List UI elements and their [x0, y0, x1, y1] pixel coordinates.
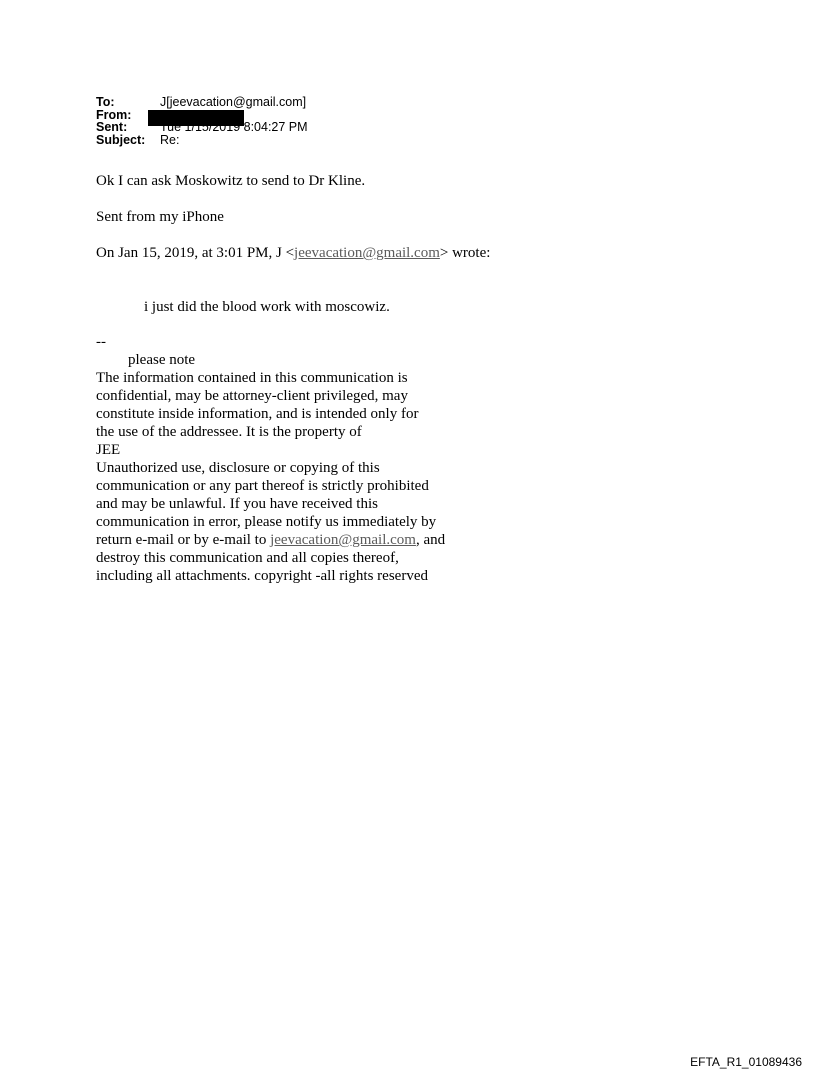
to-label: To:	[96, 95, 115, 109]
notify-email-link[interactable]: jeevacation@gmail.com	[270, 532, 416, 548]
quote-intro-email-link[interactable]: jeevacation@gmail.com	[294, 245, 440, 261]
to-value: J[jeevacation@gmail.com]	[160, 95, 307, 109]
notify-prefix: return e-mail or by e-mail to	[96, 532, 271, 548]
disclaimer-line: JEE	[96, 442, 121, 458]
subject-value: Re:	[160, 132, 180, 147]
iphone-signature: Sent from my iPhone	[96, 209, 224, 225]
disclaimer-line: including all attachments. copyright -all rights reserved	[96, 568, 428, 584]
email-body	[96, 172, 696, 585]
document-id: EFTA_R1_01089436	[690, 1055, 802, 1069]
disclaimer-line: communication in error, please notify us immediately by	[96, 514, 437, 530]
disclaimer-line: and may be unlawful. If you have received this	[96, 496, 378, 512]
disclaimer-line: communication or any part thereof is strictly prohibited	[96, 478, 429, 494]
sent-label: Sent:	[96, 120, 128, 134]
disclaimer-notify-line	[96, 531, 696, 549]
from-label: From:	[96, 107, 132, 122]
email-disclaimer	[96, 333, 696, 585]
disclaimer-line: constitute inside information, and is intended only for	[96, 406, 419, 422]
subject-label: Subject:	[96, 132, 146, 147]
disclaimer-line: the use of the addressee. It is the property of	[96, 424, 362, 440]
disclaimer-line: Unauthorized use, disclosure or copying of this	[96, 460, 380, 476]
disclaimer-line: confidential, may be attorney-client privileged, may	[96, 388, 408, 404]
message-line: Ok I can ask Moskowitz to send to Dr Kline.	[96, 173, 366, 189]
sent-value: Tue 1/15/2019 8:04:27 PM	[160, 120, 308, 134]
notify-suffix: , and	[415, 532, 446, 548]
signature-dashes: --	[96, 334, 106, 350]
disclaimer-line: destroy this communication and all copies thereof,	[96, 550, 399, 566]
quoted-message: i just did the blood work with moscowiz.	[144, 299, 390, 315]
quote-intro	[96, 244, 696, 262]
quote-intro-prefix: On Jan 15, 2019, at 3:01 PM, J <	[96, 245, 295, 261]
disclaimer-title: please note	[128, 352, 196, 368]
disclaimer-line: The information contained in this communication is	[96, 370, 408, 386]
quote-intro-suffix: > wrote:	[439, 245, 491, 261]
